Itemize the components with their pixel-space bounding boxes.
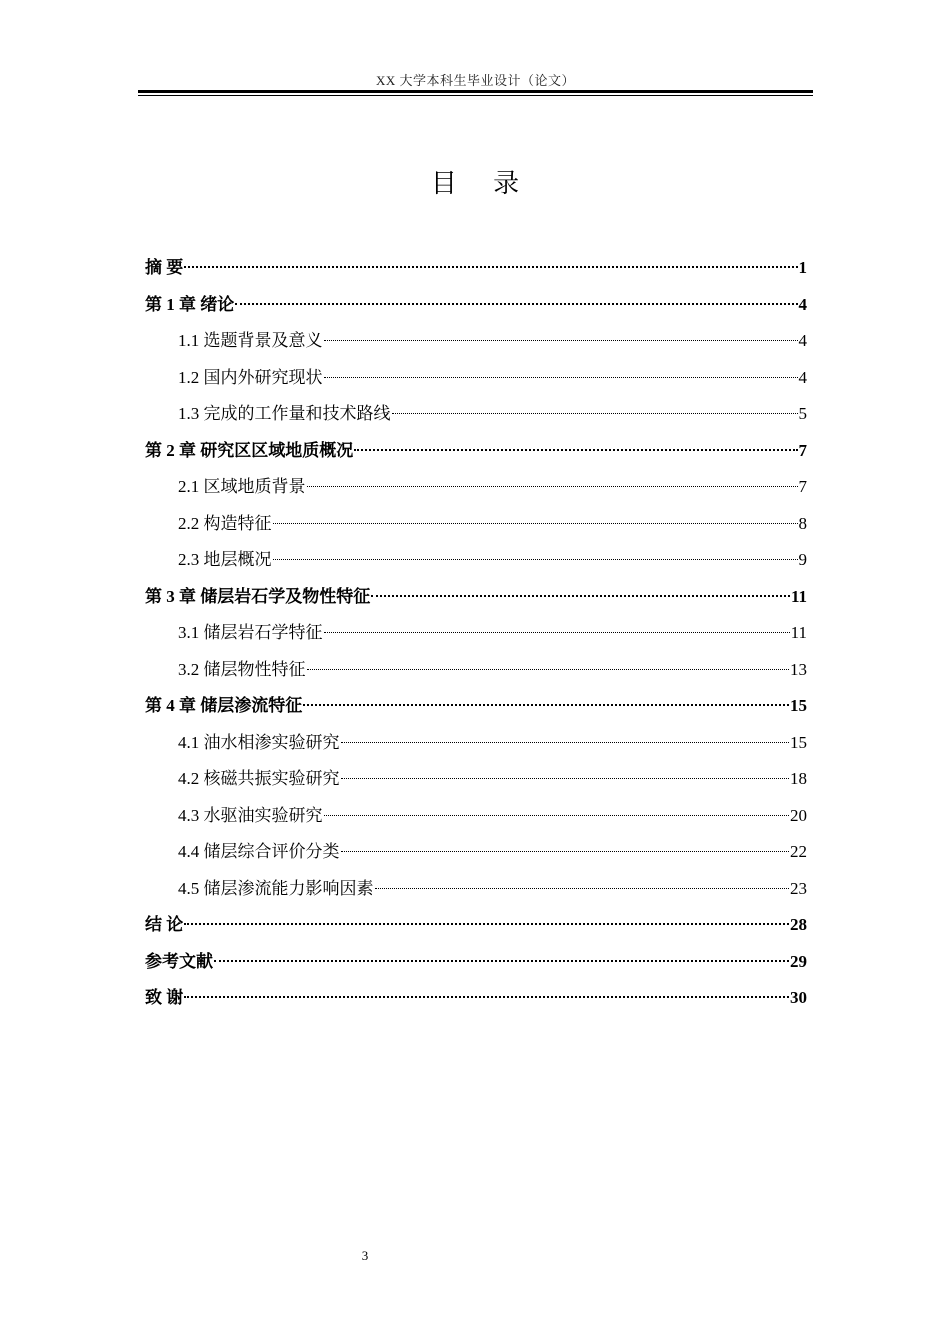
toc-chapter-entry[interactable] <box>145 437 807 474</box>
toc-chapter-entry[interactable] <box>145 254 807 291</box>
toc-entry-page: 13 <box>790 659 807 679</box>
toc-entry-page: 11 <box>790 586 807 606</box>
toc-entry-label: 结 论 <box>145 915 184 934</box>
toc-entry-page: 7 <box>798 477 807 496</box>
toc-chapter-entry[interactable] <box>145 583 807 620</box>
toc-entry-label: 4.5 储层渗流能力影响因素 <box>178 878 374 898</box>
toc-section-entry[interactable] <box>145 400 807 437</box>
toc-entry-label: 1.2 国内外研究现状 <box>178 367 323 387</box>
toc-dot-leader <box>324 340 798 341</box>
toc-dot-leader <box>184 266 797 268</box>
toc-chapter-entry[interactable] <box>145 911 807 948</box>
toc-entry-label: 参考文献 <box>145 951 213 971</box>
toc-entry-page: 8 <box>798 513 807 533</box>
toc-section-entry[interactable] <box>145 875 807 912</box>
toc-entry-page: 23 <box>790 878 807 898</box>
toc-entry-page: 9 <box>798 550 807 569</box>
toc-entry-page: 1 <box>798 258 807 277</box>
toc-entry-page: 15 <box>790 696 807 715</box>
toc-dot-leader <box>341 851 790 852</box>
toc-chapter-entry[interactable] <box>145 948 807 985</box>
toc-entry-page: 18 <box>790 769 807 788</box>
toc-title: 目 录 <box>430 169 534 199</box>
toc-entry-page: 4 <box>798 367 807 387</box>
toc-dot-leader <box>324 632 790 633</box>
toc-chapter-entry[interactable] <box>145 984 807 1021</box>
toc-dot-leader <box>235 303 797 305</box>
toc-entry-page: 28 <box>790 915 807 934</box>
toc-dot-leader <box>392 413 798 414</box>
toc-entry-page: 4 <box>798 331 807 350</box>
toc-section-entry[interactable] <box>145 364 807 401</box>
toc-entry-label: 4.2 核磁共振实验研究 <box>178 769 340 788</box>
toc-chapter-entry[interactable] <box>145 291 807 328</box>
table-of-contents <box>145 254 807 1021</box>
page-header: XX 大学本科生毕业设计（论文） <box>375 73 576 88</box>
toc-entry-label: 第 4 章 储层渗流特征 <box>145 696 303 715</box>
toc-dot-leader <box>354 449 797 451</box>
toc-dot-leader <box>375 888 790 889</box>
toc-section-entry[interactable] <box>145 838 807 875</box>
toc-entry-label: 致 谢 <box>145 988 184 1007</box>
toc-entry-label: 2.3 地层概况 <box>178 550 272 569</box>
toc-section-entry[interactable] <box>145 619 807 656</box>
toc-entry-label: 4.1 油水相渗实验研究 <box>178 732 340 752</box>
toc-entry-label: 摘 要 <box>145 258 184 277</box>
toc-dot-leader <box>303 704 789 706</box>
page-number: 3 <box>361 1248 369 1263</box>
toc-entry-label: 3.1 储层岩石学特征 <box>178 623 323 642</box>
toc-entry-label: 第 2 章 研究区区域地质概况 <box>145 440 354 460</box>
toc-entry-page: 15 <box>790 732 807 752</box>
toc-entry-label: 第 3 章 储层岩石学及物性特征 <box>145 586 371 606</box>
toc-chapter-entry[interactable] <box>145 692 807 729</box>
toc-section-entry[interactable] <box>145 656 807 693</box>
toc-dot-leader <box>214 960 789 962</box>
toc-dot-leader <box>184 923 789 925</box>
toc-dot-leader <box>273 559 798 560</box>
toc-section-entry[interactable] <box>145 327 807 364</box>
toc-entry-page: 7 <box>798 440 807 460</box>
header-rule-thin <box>138 95 813 96</box>
toc-section-entry[interactable] <box>145 802 807 839</box>
toc-entry-label: 2.2 构造特征 <box>178 513 272 533</box>
toc-entry-label: 4.3 水驱油实验研究 <box>178 805 323 825</box>
toc-dot-leader <box>341 742 790 743</box>
toc-section-entry[interactable] <box>145 546 807 583</box>
toc-section-entry[interactable] <box>145 473 807 510</box>
toc-dot-leader <box>307 486 798 487</box>
toc-entry-page: 5 <box>798 404 807 423</box>
toc-entry-label: 1.3 完成的工作量和技术路线 <box>178 404 391 423</box>
toc-dot-leader <box>371 595 790 597</box>
toc-dot-leader <box>341 778 790 779</box>
toc-section-entry[interactable] <box>145 729 807 766</box>
toc-entry-label: 4.4 储层综合评价分类 <box>178 842 340 861</box>
toc-entry-label: 3.2 储层物性特征 <box>178 659 306 679</box>
toc-entry-page: 29 <box>790 951 807 971</box>
toc-dot-leader <box>184 996 789 998</box>
toc-entry-page: 4 <box>798 294 807 314</box>
toc-entry-label: 1.1 选题背景及意义 <box>178 331 323 350</box>
toc-entry-page: 20 <box>790 805 807 825</box>
toc-section-entry[interactable] <box>145 510 807 547</box>
header-rule-thick <box>138 90 813 93</box>
toc-dot-leader <box>324 815 790 816</box>
toc-entry-label: 2.1 区域地质背景 <box>178 477 306 496</box>
toc-dot-leader <box>307 669 790 670</box>
toc-dot-leader <box>324 377 798 378</box>
toc-entry-page: 30 <box>790 988 807 1007</box>
toc-section-entry[interactable] <box>145 765 807 802</box>
toc-entry-page: 22 <box>790 842 807 861</box>
toc-entry-label: 第 1 章 绪论 <box>145 294 235 314</box>
toc-dot-leader <box>273 523 798 524</box>
toc-entry-page: 11 <box>790 623 807 642</box>
